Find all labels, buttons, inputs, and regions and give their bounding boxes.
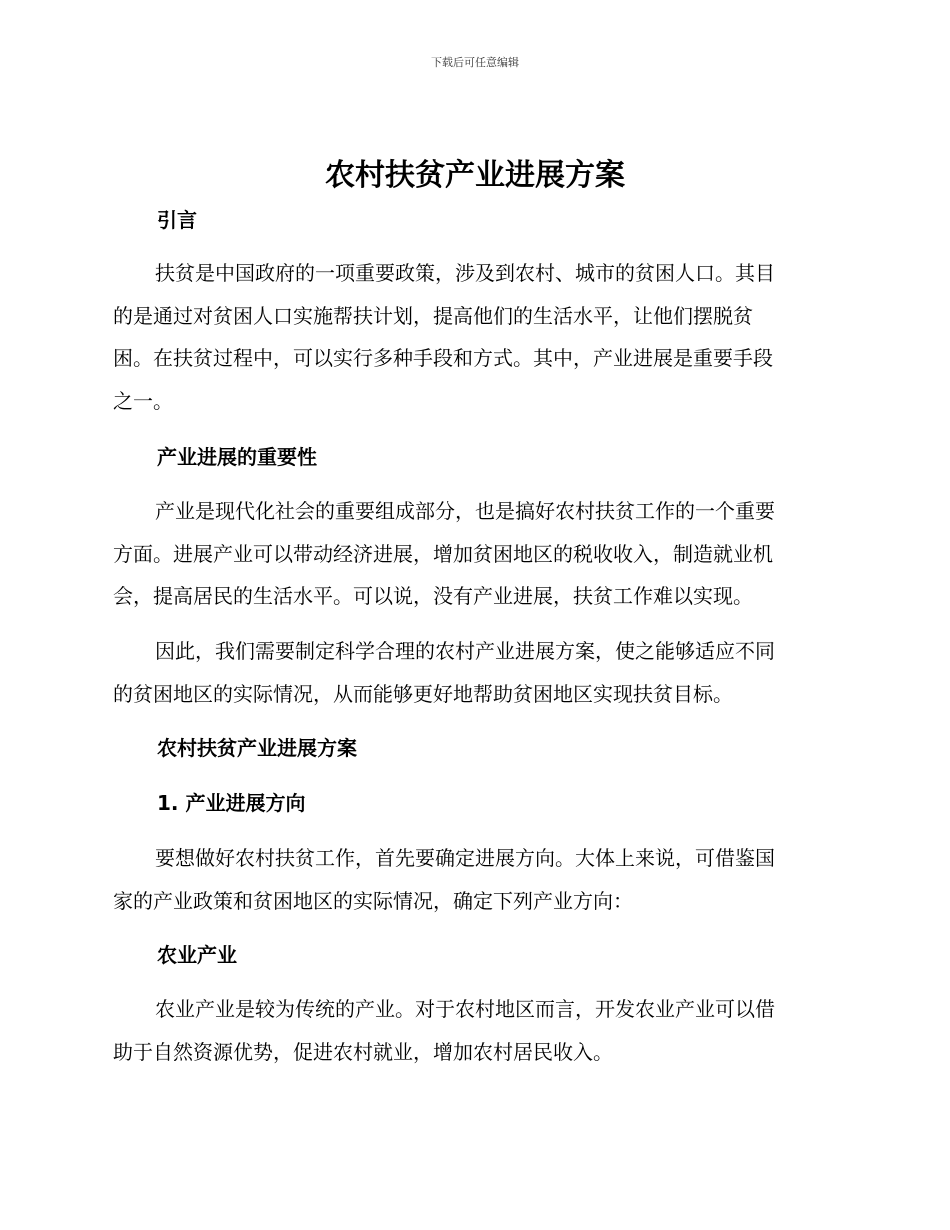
text-line: 要想做好农村扶贫工作，首先要确定进展方向。大体上来说，可借鉴国 — [155, 846, 775, 870]
text-line: 因此，我们需要制定科学合理的农村产业进展方案，使之能够适应不同 — [155, 639, 775, 663]
direction-heading: 1. 产业进展方向 — [157, 791, 306, 815]
plan-heading: 农村扶贫产业进展方案 — [157, 736, 357, 760]
document-title: 农村扶贫产业进展方案 — [325, 158, 625, 193]
agriculture-heading: 农业产业 — [157, 943, 237, 967]
text-line: 会，提高居民的生活水平。可以说，没有产业进展，扶贫工作难以实现。 — [113, 584, 753, 609]
direction-paragraph — [113, 837, 833, 922]
text-line: 之一。 — [113, 389, 173, 414]
text-line: 产业是现代化社会的重要组成部分，也是搞好农村扶贫工作的一个重要 — [155, 499, 775, 523]
importance-paragraph-2 — [113, 630, 833, 715]
text-line: 方面。进展产业可以带动经济进展，增加贫困地区的税收收入，制造就业机 — [113, 541, 773, 566]
intro-paragraph — [113, 252, 833, 423]
agriculture-paragraph — [113, 988, 833, 1073]
importance-paragraph-1 — [113, 490, 833, 618]
text-line: 扶贫是中国政府的一项重要政策，涉及到农村、城市的贫困人口。其目 — [155, 261, 775, 285]
importance-heading: 产业进展的重要性 — [157, 445, 317, 469]
text-line: 困。在扶贫过程中，可以实行多种手段和方式。其中，产业进展是重要手段 — [113, 346, 773, 371]
text-line: 助于自然资源优势，促进农村就业，增加农村居民收入。 — [113, 1039, 613, 1064]
page-header-note: 下载后可任意编辑 — [431, 56, 519, 69]
text-line: 的贫困地区的实际情况，从而能够更好地帮助贫困地区实现扶贫目标。 — [113, 681, 733, 706]
text-line: 家的产业政策和贫困地区的实际情况，确定下列产业方向： — [113, 888, 633, 913]
text-line: 农业产业是较为传统的产业。对于农村地区而言，开发农业产业可以借 — [155, 997, 775, 1021]
text-line: 的是通过对贫困人口实施帮扶计划，提高他们的生活水平，让他们摆脱贫 — [113, 303, 753, 328]
intro-heading: 引言 — [157, 208, 197, 232]
